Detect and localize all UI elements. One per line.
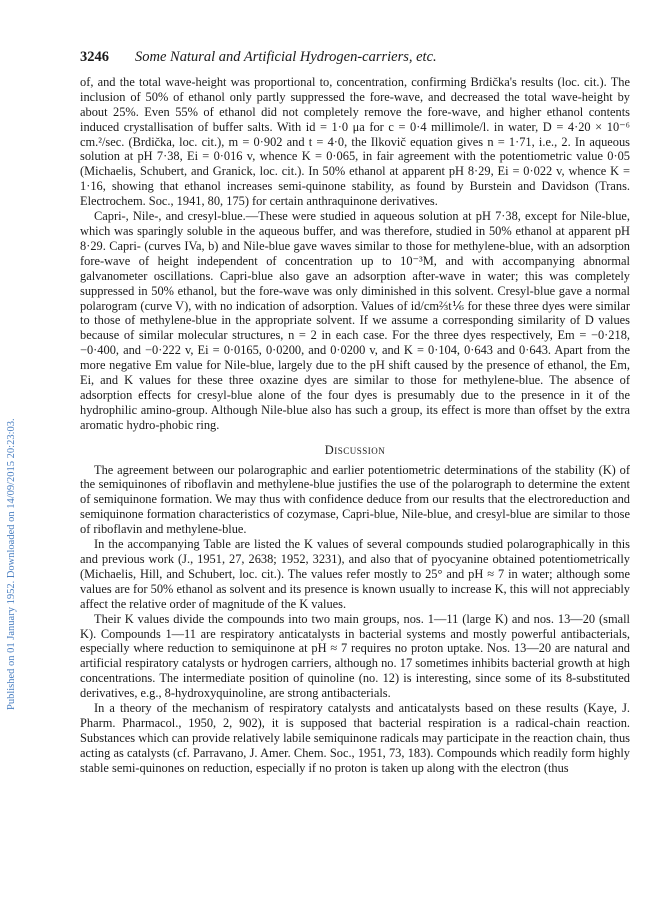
paragraph-discussion-1: The agreement between our polarographic and earlier potentiometric determinations of the stability (K) of the semiquinones of riboflavin and methylene-blue justifies the use of the polarograph to determine the extent of semiquinone formation. We may thus with confidence deduce from our results that the electroreduction and semiquinone formation characteristics of cozymase, Capri-blue, Nile-blue, and cresyl-blue are similar to those of riboflavin and methylene-blue. — [80, 462, 630, 537]
paragraph-discussion-3: Their K values divide the compounds into two main groups, nos. 1—11 (large K) and nos. 13—20 (small K). Compounds 1—11 are respiratory anticatalysts in bacterial systems and mostly powerful antibacterials, especially where reduction to semiquinone at pH ≈ 7 requires no proton uptake. Nos. 13—20 are natural and artificial respiratory catalysts or hydrogen carriers, although no. 17 sometimes inhibits bacterial growth at high concentrations. The intermediate position of quinoline (no. 12) is interesting, since some of its 8-substituted derivatives, e.g., 8-hydroxyquinoline, are strong antibacterials. — [80, 611, 630, 701]
download-note — [6, 150, 20, 710]
page-body — [80, 50, 630, 776]
download-note-text: Published on 01 January 1952. Downloaded on 14/09/2015 20:23:03. — [6, 418, 17, 710]
paragraph-continued: of, and the total wave-height was proportional to, concentration, confirming Brdička's results (loc. cit.). The inclusion of 50% of ethanol only partly suppressed the fore-wave, and decreased the total wave-height by about 25%. Even 55% of ethanol did not completely remove the fore-wave, and higher ethanol contents induced crystallisation of buffer salts. With id = 1·0 μa for c = 0·4 millimole/l. in water, D = 4·20 × 10⁻⁶ cm.²/sec. (Brdička, loc. cit.), m = 0·902 and t = 4·0, the Ilkovič equation gives n = 1·71, i.e., 2. In aqueous solution at pH 7·38, Ei = 0·016 v, whence K = 0·065, in fair agreement with the potentiometric value 0·05 (Michaelis, Schubert, and Granick, loc. cit.). In 50% ethanol at apparent pH 8·29, Ei = 0·022 v, whence K = 1·16, showing that ethanol increases semi-quinone stability, as found by Burstein and Davidson (Trans. Electrochem. Soc., 1941, 80, 175) for certain anthraquinone derivatives. — [80, 74, 630, 209]
paragraph-discussion-2: In the accompanying Table are listed the K values of several compounds studied polarographically in this and previous work (J., 1951, 27, 2638; 1952, 3231), and also that of pyocyanine obtained potentiometrically (Michaelis, Hill, and Schubert, loc. cit.). The values refer mostly to 25° and pH ≈ 7 in water; although some values are for 50% ethanol as solvent and its presence is known usually to increase K, this will not appreciably affect the relative order of magnitude of the K values. — [80, 537, 630, 611]
running-title: Some Natural and Artificial Hydrogen-carriers, etc. — [135, 49, 437, 65]
page-number: 3246 — [80, 49, 109, 65]
paragraph-dyes: Capri-, Nile-, and cresyl-blue.—These were studied in aqueous solution at pH 7·38, except for Nile-blue, which was sparingly soluble in the aqueous buffer, and was therefore, studied in 50% ethanol at apparent pH 8·29. Capri- (curves IVa, b) and Nile-blue gave waves similar to those for methylene-blue, with an adsorption fore-wave of height independent of concentration up to 10⁻³M, and with accompanying abnormal galvanometer oscillations. Capri-blue also gave an adsorption after-wave in water; this was completely suppressed in 50% ethanol, but the fore-wave was only diminished in this solvent. Cresyl-blue gave a normal polarogram (curve V), with no indication of adsorption. Values of id/cm⅔t⅙ for these three dyes were similar to those of methylene-blue in the appropriate solvent. If we assume a corresponding similarity of D values because of similar molecular structures, n = 2 in each case. For the three dyes respectively, Em = −0·218, −0·400, and −0·222 v, Ei = 0·0165, 0·0200, and 0·0200 v, and K = 0·104, 0·643 and 0·643. Apart from the more negative Em value for Nile-blue, largely due to the pH shift caused by the presence of ethanol, the Em, Ei, and K values for these three oxazine dyes are similar to those for methylene-blue. The absence of adsorption effects for cresyl-blue alone of the four dyes is presumably due to the presence in it of the hydrophilic amino-group. Although Nile-blue also has such a group, its effect is more than offset by the extra aromatic hydro-phobic ring. — [80, 209, 630, 432]
paragraph-discussion-4: In a theory of the mechanism of respiratory catalysts and anticatalysts based on these results (Kaye, J. Pharm. Pharmacol., 1950, 2, 902), it is supposed that bacterial respiration is a radical-chain reaction. Substances which can provide relatively labile semiquinone radicals may participate in the reaction chain, thus acting as catalysts (cf. Parravano, J. Amer. Chem. Soc., 1951, 73, 183). Compounds which readily form highly stable semi-quinones on reduction, especially if no proton is taken up along with the electron (thus — [80, 701, 630, 775]
running-header — [80, 50, 630, 65]
section-heading: Discussion — [324, 442, 386, 457]
